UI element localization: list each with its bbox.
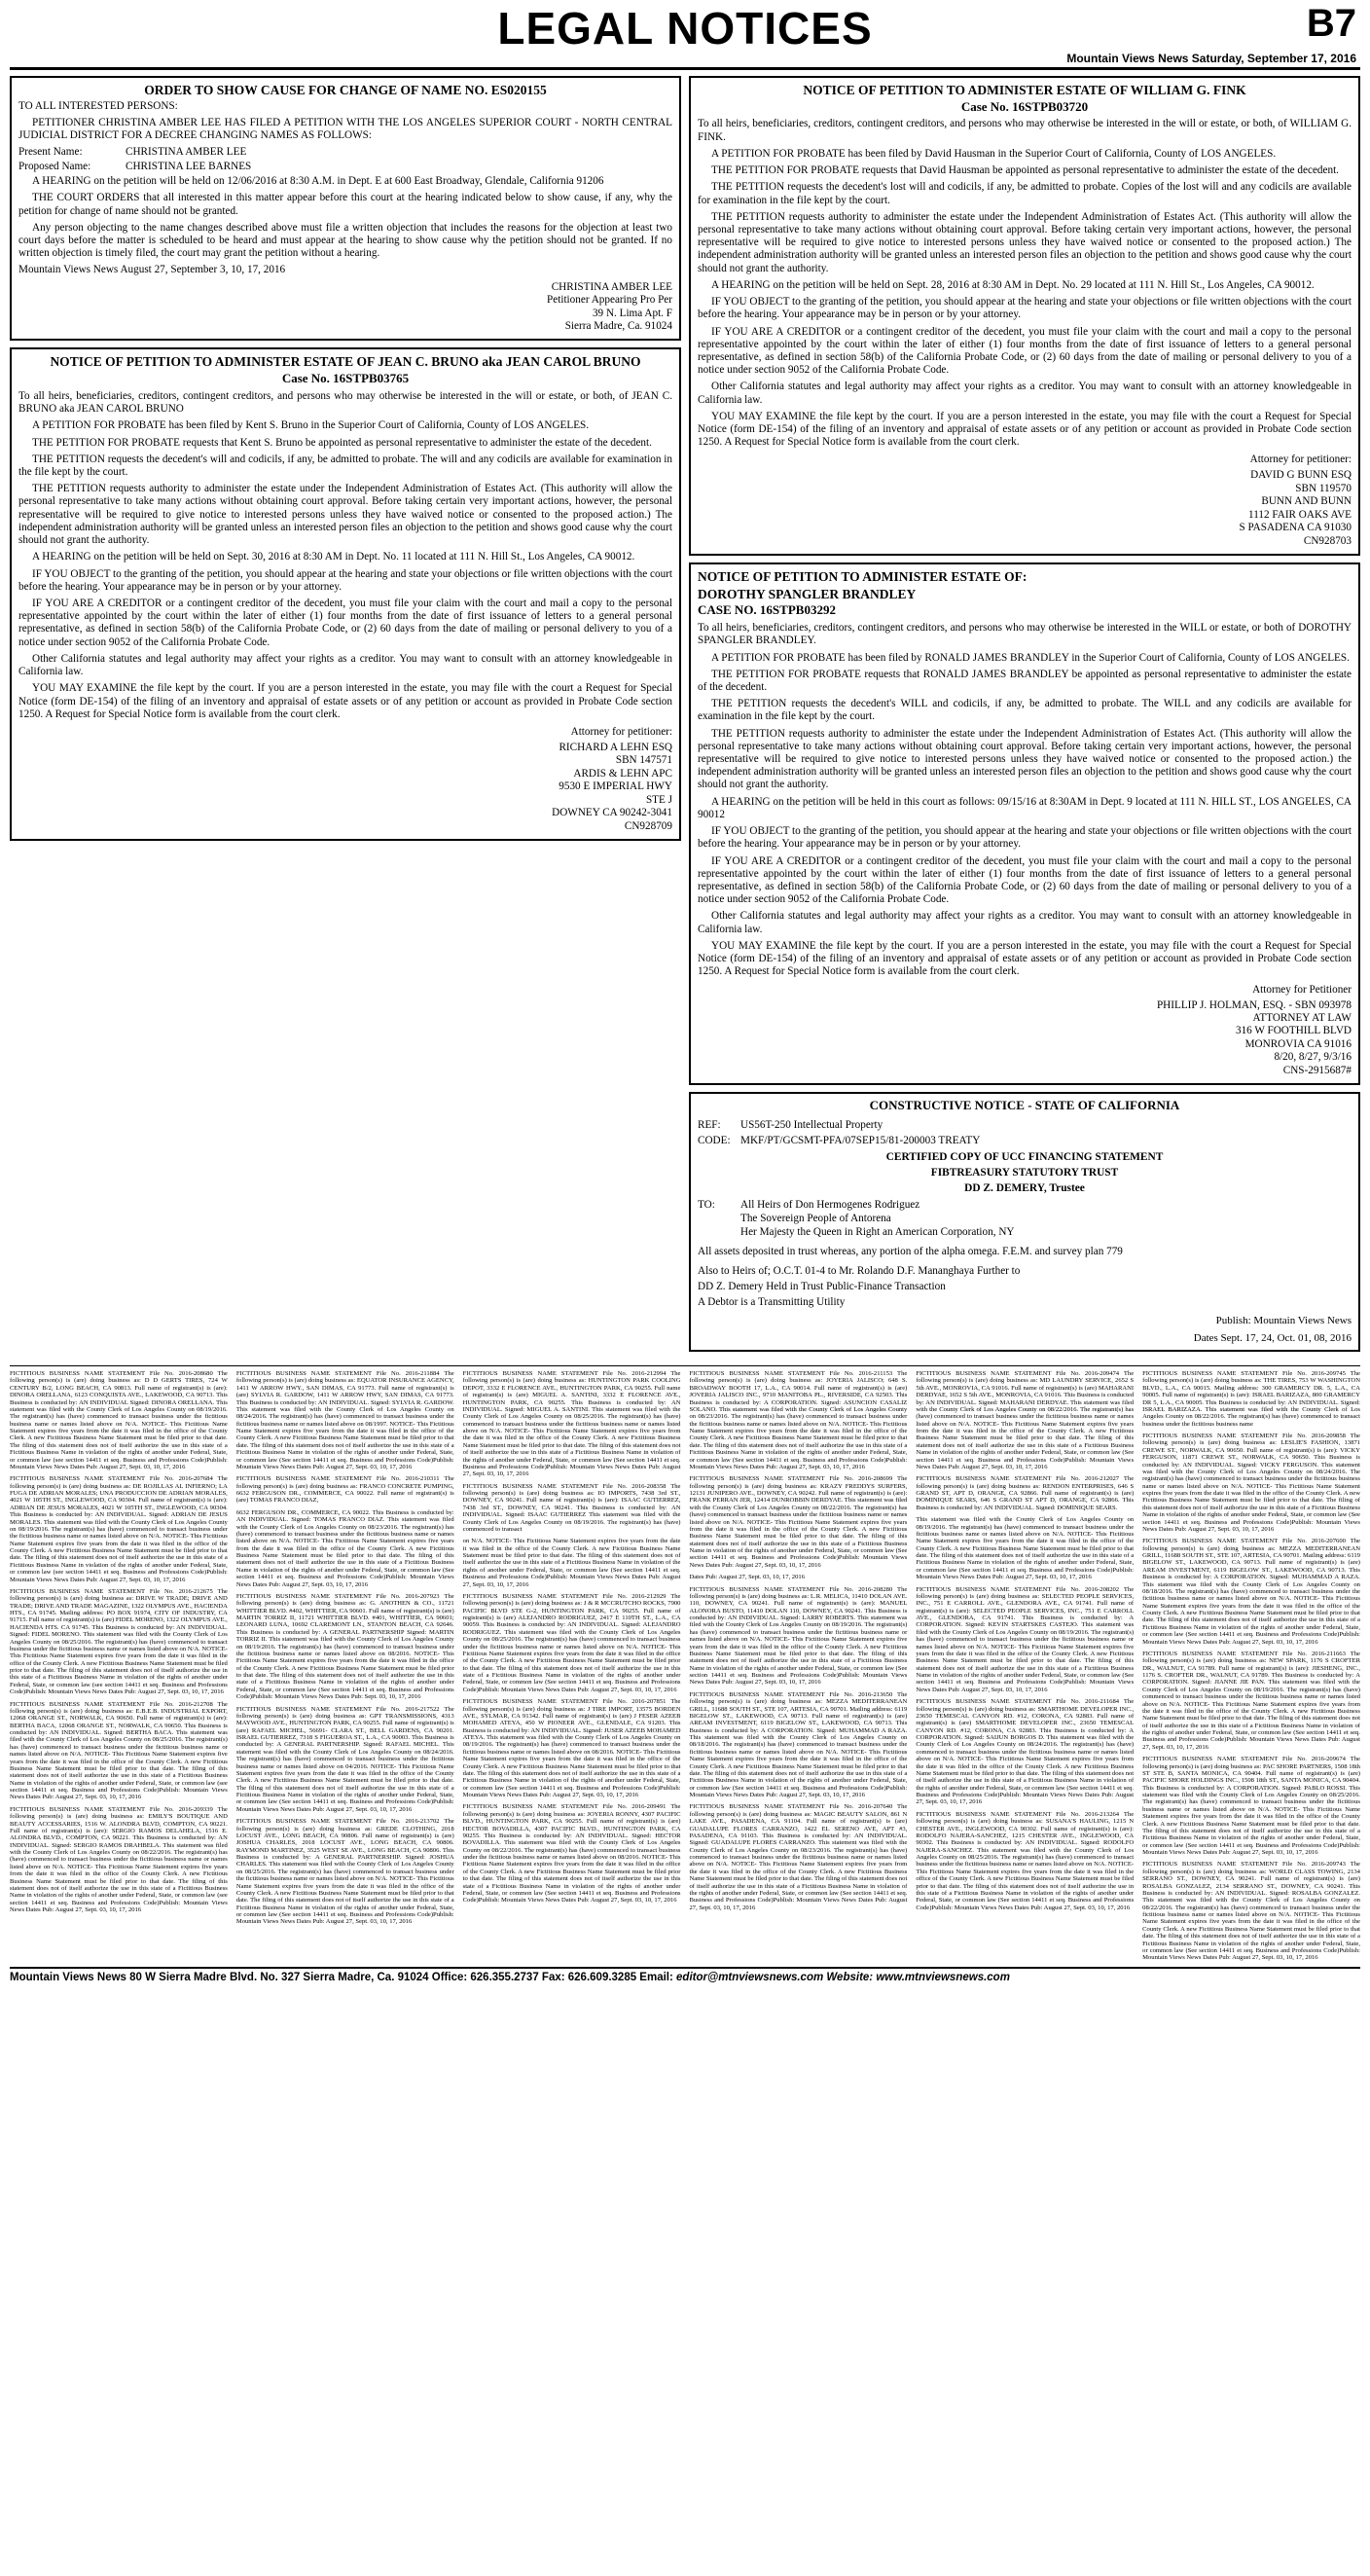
fbn-file-header: FICTITIOUS BUSINESS NAME STATEMENT File No. 2016-207640 <box>689 1803 898 1811</box>
fbn-text: The following person(s) is (are) doing business as: G. ANOTHEN & CO., 11721 WHITTIER BLVD. #402, WHITTIER, CA 90601. Full name of registrant(s) is (are) MARTIN TORRIZ II, 11721 WHITTIER BLVD. #401, WHITTIER, CA 90601; LEONARD LUNA, 10692 CLAREMONT LN., STANTON BEACH, CA 92646. This Business is conducted by: A GENERAL PARTNERSHIP Signed: MARTIN TORRIZ II. This statement was filed with the County Clerk of Los Angeles County on 08/19/2016. The registrant(s) has (have) commenced to transact business under the fictitious business name or names listed above on 08/2016. NOTICE- This Fictitious Name Statement expires five years from the date it was filed in the office of the County Clerk. A new Fictitious Business Name Statement must be filed prior to that date. The filing of this statement does not of itself authorize the use in this state of a Fictitious Business Name in violation of the rights of another under Federal, State, or common law (See section 14411 et seq. Business and Professions Code)Publish: Mountain Views News <box>235 1592 454 1701</box>
fbn-text: Dates Pub: August 27, Sept. 03, 10, 17, 2016 <box>1142 1736 1360 1751</box>
code-label: CODE: <box>698 1135 731 1147</box>
fbn-statement <box>1142 1756 1360 1856</box>
fbn-text: The following person(s) is (are) doing business as: NEW SPARK, 1176 S CROFTER DR., WALNUT, CA 91789. Full name of registrant(s) is (are): JIESHENG, INC., 1176 S. CROFTER DR., WALNUT, CA 91789. This Business is conducted by: A CORPORATION. Signed: JIANNE JIE PAN. This statement was filed with the County Clerk of Los Angeles County on 08/19/2016. The registrant(s) has (have) commenced to transact business under the fictitious business name or names listed above on N/A. NOTICE- This Fictitious Name Statement expires five years from the date it was filed in the office of the County Clerk. A new Fictitious Business Name Statement must be filed prior to that date. The filing of this statement does not of itself authorize the use in this state of a Fictitious Business Name in violation of the rights of another under Federal, State, or common law (See section 14411 et seq. Business and Professions Code)Publish: Mountain Views News <box>1142 1650 1360 1744</box>
fbn-file-header: FICTITIOUS BUSINESS NAME STATEMENT File No. 2016-211663 <box>1142 1650 1351 1657</box>
fbn-text: The following person(s) is (are) doing business as: EMILY'S BOUTIQUE AND BEAUTY ACCESSARIES, 1516 W. ALONDRA BLVD, COMPTON, CA 90221. Full name of registrant(s) is (are): SERGIO RAMOS DELAHELA, 1516 E. ALONDRA BLVD., COMPTON, CA 90221. This Business is conducted by: AN INDIVIDUAL. Signed: SERGIO RAMOS DRAHBELA. This statement was filed with the County Clerk of Los Angeles County on 08/22/2016. The registrant(s) has (have) commenced to transact business under the fictitious business name or names listed above on N/A. NOTICE- This Fictitious Name Statement expires five years from the date it was filed in the office of the County Clerk. A new Fictitious Business Name Statement must be filed prior to that date. The filing of this statement does not of itself authorize the use in this state of a Fictitious Business Name in violation of the rights of another under Federal, State, or common law (see section 14411 et seq. Business and Professions Code)Publish: Mountain Views News <box>10 1805 228 1914</box>
fbn-text: The following person(s) is (are) doing business as: PAC SHORE PARTNERS, 1508 18th ST STE B, SANTA MONICA, CA 90404. Full name of registrant(s) is (are) PACIFIC SHORE HOLDINGS INC., 1508 18th ST., SANTA MONICA, CA 90404. This Business is conducted by: A CORPORATION. Signed: PABLO ROSSI. This statement was filed with the County Clerk of Los Angeles County on 08/25/2016. The registrant(s) has (have) commenced to transact business under the fictitious business name or names listed above on N/A. NOTICE- This Fictitious Name Statement expires five years from the date it was filed in the office of the County Clerk. A new Fictitious Business Name Statement must be filed prior to that date. The filing of this statement does not of itself authorize the use in this state of a Fictitious Business Name in violation of the rights of another under Federal, State, or common law (See section 14411 et seq. Business and Professions Code)Publish: Mountain Views News <box>1142 1756 1360 1857</box>
signature-line: S PASADENA CA 91030 <box>1239 522 1352 534</box>
fbn-file-header: FICTITIOUS BUSINESS NAME STATEMENT File No. 2016-209743 <box>1142 1861 1351 1869</box>
fbn-file-header: FICTITIOUS BUSINESS NAME STATEMENT File No. 2016-208280 <box>689 1585 898 1593</box>
signature-line: CN928709 <box>624 819 672 832</box>
fbn-text: Dates Pub: August 27, Sept. 03, 10, 17, 2016 <box>523 1792 639 1799</box>
attorney-label: Attorney for Petitioner <box>1252 983 1352 996</box>
fbn-file-header: FICTITIOUS BUSINESS NAME STATEMENT File No. 2016-209745 <box>1142 1370 1351 1378</box>
fbn-statement <box>463 1538 681 1588</box>
notice-paragraph: A HEARING on the petition will be held on Sept. 28, 2016 at 8:30 AM in Dept. No. 29 located at 111 N. Hill St., Los Angeles, CA 90012. <box>711 278 1315 291</box>
signature-line: SBN 147571 <box>615 754 672 767</box>
fbn-file-header: Dates Pub: August 27, Sept. 03, 10, 17, 2016 <box>689 1574 805 1581</box>
notice-paragraph: To all heirs, beneficiaries, creditors, contingent creditors, and persons who may otherwise be interested in the will or estate, or both, of JEAN C. BRUNO aka JEAN CAROL BRUNO <box>18 389 672 416</box>
fbn-text: Dates Pub: August 27, Sept. 03, 10, 17, 2016 <box>916 1792 1135 1806</box>
signature-line: CN928703 <box>1303 534 1352 547</box>
page-title: LEGAL NOTICES <box>497 3 873 54</box>
fbn-text: The following person(s) is (are) doing business as: DRIVE W TRADE; DRIVE AND TRADE; DRIVE AND TRADE MAGAZINE, 1322 OLYMPUS AVE., HACIENDA HTS., CA 91745. Mailing address: PO BOX 91974, CITY OF INDUSTRY, CA 91715. Full name of registrant(s) is (are) FIDEL MORENO, 1322 OLYMPUS AVE., HACIENDA HTS. CA 91745. This Business is conducted by: AN INDIVIDUAL. Signed: FIDEL MORENO. This statement was filed with the County Clerk of Los Angeles County on 08/25/2016. The registrant(s) has (have) commenced to transact business under the fictitious business name or names listed above on N/A. NOTICE- This Fictitious Name Statement expires five years from the date it was filed in the office of the County Clerk. A new Fictitious Business Name Statement must be filed prior to that date. The filing of this statement does not of itself authorize the use in this state of a Fictitious Business Name in violation of the rights of another under Federal, State, or common law (see section 14411 et seq. Business and Professions Code)Publish: Mountain Views News <box>10 1587 228 1696</box>
fbn-text: The following person(s) is (are) doing business as: JOYERIA RONNY, 4307 PACIFIC BLVD., HUNTINGTON PARK, CA 90255. Full name of registrant(s) is (are) HECTOR BOVADILLA, 4307 PACIFIC BLVD., HUNTINGTON PARK, CA 90255. This Business is conducted by: AN INDIVIDUAL. Signed: HECTOR BOVADILLA. This statement was filed with the County Clerk of Los Angeles County on 08/22/2016. The registrant(s) has (have) commenced to transact business under the fictitious business name or names listed above on 08/2016. NOTICE- This Fictitious Name Statement expires five years from the date it was filed in the office of the County Clerk. A new Fictitious Business Name Statement must be filed prior to that date. The filing of this statement does not of itself authorize the use in this state of a Fictitious Business Name in violation of the rights of another under Federal, State, or common law (See section 14411 et seq. Business and Professions Code)Publish: Mountain Views News <box>462 1803 681 1905</box>
fbn-text: The following person(s) is (are) doing business as: HUNTINGTON PARK COOLING DEPOT, 3332 E FLORENCE AVE., HUNTINGTON PARK, CA 90255. Full name of registrant(s) is (are) MIGUEL A. SANTINI, 3332 E FLORENCE AVE., HUNTINGTON PARK, CA 90255. This Business is conducted by: AN INDIVIDUAL. Signed: MIGUEL A. SANTINI. This statement was filed with the County Clerk of Los Angeles County on 08/25/2016. The registrant(s) has (have) commenced to transact business under the fictitious business name or names listed above on N/A. NOTICE- This Fictitious Name Statement expires five years from the date it was filed in the office of the County Clerk. A new Fictitious Business Name Statement must be filed prior to that date. The filing of this statement does not of itself authorize the use in this state of a Fictitious Business Name in violation of the rights of another under Federal, State, or common law (See section 14411 et seq. Business and Professions Code)Publish: Mountain Views News <box>462 1370 681 1470</box>
fbn-file-header: FICTITIOUS BUSINESS NAME STATEMENT File No. 2016-211153 <box>689 1370 898 1378</box>
signature-line: STE J <box>645 793 672 806</box>
signature-line: ATTORNEY AT LAW <box>1252 1011 1352 1024</box>
notices-left-column <box>10 76 681 1359</box>
fbn-text: Dates Pub: August 27, Sept. 03, 10, 17, 2016 <box>1203 1638 1318 1646</box>
to-line: The Sovereign People of Antorena <box>740 1213 891 1225</box>
fbn-file-header: FICTITIOUS BUSINESS NAME STATEMENT File No. 2016-213650 <box>689 1690 898 1698</box>
notice-paragraph: PETITIONER CHRISTINA AMBER LEE HAS FILED A PETITION WITH THE LOS ANGELES SUPERIOR COURT - NORTH CENTRAL JUDICIAL DISTRICT FOR A DECREE CHANGING NAMES AS FOLLOWS: <box>18 116 672 141</box>
signature-line: CNS-2915687# <box>1282 1064 1352 1076</box>
fbn-text: Dates Pub: August 27, Sept. 03, 10, 17, 2016 <box>1158 1525 1275 1533</box>
fbn-text: Dates Pub: August 27, Sept. 03, 10, 17, 2016 <box>1014 1904 1131 1911</box>
attorney-signature <box>18 742 672 833</box>
fbn-text: The following person(s) is (are) doing business as: LESLIE'S FASHION, 13871 CREWE ST., NORWALK, CA 90650. Full name of registrant(s) is (are): VICKY FERGUSON, 11871 CREWE ST., NORWALK, CA 90650. This Business is conducted by: AN INDIVIDUAL. Signed: VICKY FERGUSON. This statement was filed with the County Clerk of Los Angeles County on 08/24/2016. The registrant(s) has (have) commenced to transact business under the fictitious business name or names listed above on N/A. NOTICE- This Fictitious Name Statement expires five years from the date it was filed in the office of the County Clerk. A new Fictitious Business Name Statement must be filed prior to that date. The filing of this statement does not of itself authorize the use in this state of a Fictitious Business Name in violation of the rights of another under Federal, State, or common law (See section 14411 et seq. Business and Professions Code)Publish: Mountain Views News <box>1142 1433 1360 1533</box>
notice-heading-name: DOROTHY SPANGLER BRANDLEY <box>698 586 917 601</box>
notice-paragraph: THE PETITION FOR PROBATE requests that Kent S. Bruno be appointed as personal representative to administer the estate of the decedent. <box>32 436 652 449</box>
notice-estate-fink <box>689 76 1360 556</box>
fbn-statement <box>916 1698 1134 1806</box>
fbn-statement <box>463 1370 681 1478</box>
signature-line: 8/20, 8/27, 9/3/16 <box>1274 1051 1352 1064</box>
fbn-file-header: FICTITIOUS BUSINESS NAME STATEMENT File No. 2016-207684 <box>10 1475 218 1483</box>
fbn-statement <box>1142 1433 1360 1533</box>
signature-line: 39 N. Lima Apt. F <box>592 307 672 319</box>
fbn-file-header: FICTITIOUS BUSINESS NAME STATEMENT File No. 2016-211684 <box>916 1698 1124 1706</box>
fbn-file-header: FICTITIOUS BUSINESS NAME STATEMENT File No. 2016-208680 <box>10 1370 218 1378</box>
proposed-name-value: CHRISTINA LEE BARNES <box>126 161 252 173</box>
signature-line: PHILLIP J. HOLMAN, ESQ. - SBN 093978 <box>1156 998 1352 1011</box>
proposed-name-label: Proposed Name: <box>18 161 91 173</box>
fbn-statement <box>10 1701 228 1801</box>
notice-paragraph: THE PETITION FOR PROBATE requests that RONALD JAMES BRANDLEY be appointed as personal representative to administer the estate of the decedent. <box>698 668 1352 693</box>
fbn-text: Dates Pub: August 27, Sept. 03, 10, 17, 2016 <box>462 1574 681 1588</box>
notice-paragraph: YOU MAY EXAMINE the file kept by the court. If you are a person interested in the estate, you may file with the court a Request for Special Notice (form DE-154) of the filing of an inventory and appraisal of estate assets or of any petition or account as provided in Probate Code section 1250. A Request for Special Notice form is available from the court clerk. <box>698 410 1352 449</box>
fbn-text: Dates Pub: August 27, Sept. 03, 10, 17, 2016 <box>705 1679 821 1687</box>
fbn-text: Dates Pub: August 27, Sept. 03, 10, 17, 2016 <box>749 1792 865 1799</box>
notice-paragraph: Any person objecting to the name changes described above must file a written objection that includes the reasons for the objection at least two court days before the matter is scheduled to be heard and must appear at the hearing to show cause why the petition should not be granted. If no written objection is timely filed, the court may grant the petition without a hearing. <box>18 221 672 260</box>
notices-right-column <box>689 76 1360 1359</box>
fbn-file-header: FICTITIOUS BUSINESS NAME STATEMENT File No. 2016-209674 <box>1142 1756 1351 1763</box>
body-line: All assets deposited in trust whereas, any portion of the alpha omega. F.E.M. and survey plan 779 <box>698 1246 1123 1258</box>
signature-line: RICHARD A LEHN ESQ <box>559 741 672 753</box>
fbn-text: Dates Pub: August 27, Sept. 03, 10, 17, 2016 <box>1203 1954 1318 1962</box>
fbn-statement <box>10 1588 228 1696</box>
fbn-statement <box>236 1509 454 1588</box>
fbn-text: Dates Pub: August 27, Sept. 03, 10, 17, 2016 <box>25 1794 142 1801</box>
notice-heading: ORDER TO SHOW CAUSE FOR CHANGE OF NAME NO. ES020155 <box>144 83 547 97</box>
notice-heading: CONSTRUCTIVE NOTICE - STATE OF CALIFORNIA <box>869 1098 1180 1113</box>
fbn-text: Dates Pub: August 27, Sept. 03, 10, 17, 2016 <box>1203 1849 1318 1857</box>
notice-paragraph: THE PETITION FOR PROBATE requests that David Hausman be appointed as personal representative to administer the estate of the decedent. <box>711 164 1339 177</box>
notice-heading: NOTICE OF PETITION TO ADMINISTER ESTATE OF JEAN C. BRUNO aka JEAN CAROL BRUNO <box>50 354 641 370</box>
fbn-file-header: FICTITIOUS BUSINESS NAME STATEMENT File No. 2016-212675 <box>10 1587 218 1595</box>
body-line: Also to Heirs of; O.C.T. 01-4 to Mr. Rolando D.F. Mananghaya Further to <box>698 1265 1021 1278</box>
fbn-file-header: This statement was filed with the County Clerk of Los Angeles County on 08/19/2016. The registrant(s) has (have) commenced to transact business under the fictitious business name or names listed above on N/A. NOTICE- This Fictitious Name Statement expires five years from the date it was filed in the office of the County Clerk. A new Fictitious Business Name Statement must be filed prior to that date. The filing of this statement does not of itself authorize the use in this state of a Fictitious Business Name in violation of the rights of another under Federal, State, or common law (See section 14411 et seq. Business and Professions Code)Publish: Mountain Views News <box>916 1516 1135 1581</box>
footer-contact <box>10 1972 1010 1983</box>
fbn-file-header: FICTITIOUS BUSINESS NAME STATEMENT File No. 2016-212027 <box>916 1475 1124 1483</box>
fbn-text: Dates Pub: August 27, Sept. 03, 10, 17, 2016 <box>705 1561 821 1569</box>
fbn-file-header: FICTITIOUS BUSINESS NAME STATEMENT File No. 2016-209339 <box>10 1805 218 1813</box>
fbn-statement <box>1142 1861 1360 1961</box>
ref-value: US56T-250 Intellectual Property <box>740 1119 883 1132</box>
notice-order-to-show-cause <box>10 76 681 341</box>
fbn-text: Dates Pub: August 27, Sept. 03, 10, 17, 2016 <box>108 1688 224 1696</box>
fbn-statement <box>916 1586 1134 1694</box>
page-number: B7 <box>1306 2 1356 45</box>
footer-website[interactable]: Website: www.mtnviewsnews.com <box>826 1971 1010 1983</box>
notice-paragraph: A PETITION FOR PROBATE has been filed by RONALD JAMES BRANDLEY in the Superior Court of California, County of LOS ANGELES. <box>711 651 1350 664</box>
fbn-statement <box>10 1806 228 1914</box>
fbn-text: Dates Pub: August 27, Sept. 03, 10, 17, 2016 <box>749 1463 865 1470</box>
fbn-statement <box>10 1370 228 1470</box>
notice-paragraph: THE PETITION requests authority to administer the estate under the Independent Administration of Estates Act. (This authority will allow the personal representative to take many actions without obtaining court approval. Before taking certain very important actions, however, the personal representative will be required to give notice to interested persons unless they have waived notice or consented to the proposed action.) The independent administration authority will be granted unless an interested person files an objection to the petition and shows good cause why the court should not grant the authority. <box>18 483 672 547</box>
fbn-file-header: 6632 FERGUSON DR., COMMERCE, CA 90022. This Business is conducted by: AN INDIVIDUAL. Signed: TOMAS FRANCO DIAZ. This statement was filed with the County Clerk of Los Angeles County on 08/23/2016. The registrant(s) has (have) commenced to transact business under the fictitious business name or names listed above on N/A. NOTICE- This Fictitious Name Statement expires five years from the date it was filed in the office of the County Clerk. A new Fictitious Business Name Statement must be filed prior to that date. The filing of this statement does not of itself authorize the use in this state of a Fictitious Business Name in violation of the rights of another under Federal, State, or common law (See section 14411 et seq. Business and Professions Code)Publish: Mountain Views News <box>235 1508 454 1588</box>
page-footer <box>10 1967 1360 1983</box>
publish-line: Publish: Mountain Views News <box>1215 1315 1352 1327</box>
signature-line: DAVID G BUNN ESQ <box>1250 469 1352 482</box>
notice-case-number: Case No. 16STPB03720 <box>960 98 1089 114</box>
fbn-text: The following person(s) is (are) doing business as: THE TIRES, 753 W WASHINGTON BLVD., L.A., CA 90015. Mailing address: 300 GRAMERCY DR. 5, L.A., CA 90005. Full name of registrant(s) is (are): ISRAEL BARIZAZA, 800 GRAMERCY DR 5, L.A., CA 90005. This Business is conducted by: AN INDIVIDUAL. Signed: ISRAEL BARIZAZA. This statement was filed with the County Clerk of Los Angeles County on 08/22/2016. The registrant(s) has (have) commenced to transact business under the fictitious business name <box>1142 1370 1360 1428</box>
notice-paragraph: Other California statutes and legal authority may affect your rights as a creditor. You may want to consult with an attorney knowledgeable in California law. <box>698 910 1352 935</box>
notice-paragraph: YOU MAY EXAMINE the file kept by the court. If you are a person interested in the estate, you may file with the court a Request for Special Notice (form DE-154) of the filing of an inventory and appraisal of estate assets or of any petition or account as provided in Probate Code section 1250. A Request for Special Notice form is available from the court clerk. <box>698 939 1352 978</box>
signature-line: DOWNEY CA 90242-3041 <box>552 807 672 819</box>
fbn-text: The following person(s) is (are) doing business as: FRANCO CONCRETE PUMPING, 6632 FERGUSON DR., COMMERCE, CA 90022. Full name of registrant(s) is (are) TOMAS FRANCO DIAZ, <box>235 1475 454 1505</box>
fbn-statement <box>236 1593 454 1701</box>
ref-row <box>698 1118 1352 1132</box>
signature-line: Petitioner Appearing Pro Per <box>547 294 672 307</box>
fbn-text: The following person(s) is (are) doing business as: GREDE CLOTHING, 2018 LOCUST AVE., LONG BEACH, CA 90806. Full name of registrant(s) is (are) JOSHUA CHARLES, 2018 LOCUST AVE., LONG BEACH, CA 90806. RAYMOND MARTINEZ, 3525 WEST SE AVE., LONG BEACH, CA 90806. This Business is conducted by: A GENERAL PARTNERSHIP. Signed: JOSHUA CHARLES. This statement was filed with the County Clerk of Los Angeles County on 08/25/2016. The registrant(s) has (have) commenced to transact business under the fictitious business name or names listed above on N/A. NOTICE- This Fictitious Name Statement expires five years from the date it was filed in the office of the County Clerk. A new Fictitious Business Name Statement must be filed prior to that date. The filing of this statement does not of itself authorize the use in this state of a Fictitious Business Name in violation of the rights of another under Federal, State, or common law (See section 14411 et seq. Business and Professions Code)Publish: Mountain Views News <box>235 1818 454 1926</box>
fbn-text: The following person(s) is (are) doing business as: SELECTED PEOPLE SERVICES, INC., 751 E CARROLL AVE., GLENDORA AVE., CA 91741. Full name of registrant(s) is (are): SELECTED PEOPLE SERVICES, INC., 751 E CARROLL AVE., GLENDORA, CA 91741. This Business is conducted by: A CORPORATION. Signed: KEVIN STARTSKES CASTEJO. This statement was filed with the County Clerk of Los Angeles County on 08/19/2016. The registrant(s) has (have) commenced to transact business under the fictitious business name or names listed above on N/A. NOTICE- This Fictitious Name Statement expires five years from the date it was filed in the office of the County Clerk. A new Fictitious Business Name Statement must be filed prior to that date. The filing of this statement does not of itself authorize the use in this state of a Fictitious Business Name in violation of the rights of another under Federal, State, or common law (See section 14411 et seq. Business and Professions Code)Publish: Mountain Views News <box>916 1585 1135 1693</box>
notices-area <box>10 76 1360 1359</box>
fbn-text: The following person(s) is (are) doing business as: GPT TRANSMISSIONS, 4313 MAYWOOD AVE., HUNTINGTON PARK, CA 90255. Full name of registrant(s) is (are) RAFAEL MICHEL, 56691- CLARA ST., BELL GARDENS, CA 90201. ISRAEL GUTIERREZ, 7318 S FIGUEROA ST., L.A., CA 90003. This Business is conducted by: A GENERAL PARTNERSHIP. Signed: RAFAEL MICHEL. This statement was filed with the County Clerk of Los Angeles County on 08/24/2016. The registrant(s) has (have) commenced to transact business under the fictitious business name or names listed above on 04/2016. NOTICE- This Fictitious Name Statement expires five years from the date it was filed in the office of the County Clerk. A new Fictitious Business Name Statement must be filed prior to that date. The filing of this statement does not of itself authorize the use in this state of a Fictitious Business Name in violation of the rights of another under Federal, State, or common law (See section 14411 et seq. Business and Professions Code)Publish: Mountain Views News <box>235 1705 454 1813</box>
ucc-statement-line: CERTIFIED COPY OF UCC FINANCING STATEMENT <box>885 1151 1164 1164</box>
fbn-text: Dates Pub: August 27, Sept. 03, 10, 17, 2016 <box>931 1686 1048 1693</box>
fbn-text: The following person(s) is (are) doing business as: J & R MCCRUTCHO ROCKS, 7900 PACIFIC BLVD STE G-2, HUNTINGTON PARK, CA 90255. Full name of registrant(s) is (are) ALEJANDRO RODRIGUEZ, 2417 E 110TH ST., L.A., CA 90059. This Business is conducted by: AN INDIVIDUAL. Signed: ALEJANDRO RODRIGUEZ. This statement was filed with the County Clerk of Los Angeles County on 08/25/2016. The registrant(s) has (have) commenced to transact business under the fictitious business name or names listed above on N/A. NOTICE- This Fictitious Name Statement expires five years from the date it was filed in the office of the County Clerk. A new Fictitious Business Name Statement must be filed prior to that date. The filing of this statement does not of itself authorize the use in this state of a Fictitious Business Name in violation of the rights of another under Federal, State, or common law (See section 14411 et seq. Business and Professions Code)Publish: Mountain Views News <box>462 1592 681 1693</box>
notice-paragraph: A HEARING on the petition will be held on Sept. 30, 2016 at 8:30 AM in Dept. No. 11 located at 111 N. Hill St., Los Angeles, CA 90012. <box>32 551 635 563</box>
to-line: Her Majesty the Queen in Right an American Corporation, NY <box>740 1226 1015 1239</box>
fbn-file-header: FICTITIOUS BUSINESS NAME STATEMENT File No. 2016-208358 <box>462 1482 671 1490</box>
notice-paragraph: To all heirs, beneficiaries, creditors, contingent creditors, and persons who may otherwise be interested in the will or estate, or both, of WILLIAM G. FINK. <box>698 118 1352 143</box>
fbn-text: The following person(s) is (are) doing business as: D D GERTS TIRES, 724 W CENTURY B/2, LONG BEACH, CA 90813. Full name of registrant(s) is (are): DINORA ORELLANA, 6123 CONQUISTA AVE., LAKEWOOD, CA 90713. This Business is conducted by: AN INDIVIDUAL Signed: DINORA ORELLANA. This statement was filed with the County Clerk of Los Angeles County on 08/19/2016. The registrant(s) has (have) commenced to transact business under the fictitious business name or names listed above on N/A. NOTICE- This Fictitious Name Statement expires five years from the date it was filed in the office of the County Clerk. A new Fictitious Business Name Statement must be filed prior to that date. The filing of this statement does not of itself authorize the use in this state of a Fictitious Business Name in violation of the rights of another under Federal, State, or common law (see section 14411 et seq. Business and Professions Code)Publish: Mountain Views News <box>10 1370 228 1470</box>
fbn-statement <box>916 1811 1134 1911</box>
fbn-text: The following person(s) is (are) doing business as: IO IMPORTS, 7438 3rd ST., DOWNEY, CA 90241. Full name of registrant(s) is (are): ISAAC GUTIERREZ, 7438 3rd ST., DOWNEY, CA 90241. This Business is conducted by: AN INDIVIDUAL. Signed: ISAAC GUTIERREZ This statement was filed with the County Clerk of Los Angeles County on 08/19/2016. The registrant(s) has (have) commenced to transact <box>462 1482 681 1533</box>
fbn-statement <box>463 1483 681 1534</box>
notice-heading: NOTICE OF PETITION TO ADMINISTER ESTATE OF: <box>698 569 1028 585</box>
notice-estate-bruno <box>10 347 681 841</box>
notice-paragraph: IF YOU OBJECT to the granting of the petition, you should appear at the hearing and state your objections or file written objections with the court before the hearing. Your appearance may be in person or by your attorney. <box>698 296 1352 321</box>
fbn-text: The following person(s) is (are) doing business as: KRAZY FREDDYS SURFERS, 12131 JUNIPERO AVE., DOWNEY, CA 90242. Full name of registrant(s) is (are): FRANK PERRAN JER, 12414 DUNROBBIN DERDYAE. This statement was filed with the County Clerk of Los Angeles County on 08/22/2016. The registrant(s) has (have) commenced to transact business under the fictitious business name or names listed above on N/A. NOTICE- This Fictitious Name Statement expires five years from the date it was filed in the office of the County Clerk. A new Fictitious Business Name Statement must be filed prior to that date. The filing of this statement does not of itself authorize the use in this state of a Fictitious Business Name in violation of the rights of another under Federal, State, or common law (See section 14411 et seq. Business and Professions Code)Publish: Mountain Views News <box>689 1475 908 1569</box>
publish-dates: Dates Sept. 17, 24, Oct. 01, 08, 2016 <box>1193 1332 1352 1345</box>
fbn-statement <box>236 1475 454 1505</box>
fbn-file-header: FICTITIOUS BUSINESS NAME STATEMENT File No. 2016-207600 <box>1142 1538 1351 1545</box>
fbn-file-header: FICTITIOUS BUSINESS NAME STATEMENT File No. 2016-209858 <box>1142 1433 1351 1440</box>
fbn-statement <box>916 1475 1134 1511</box>
fbn-statement <box>236 1818 454 1926</box>
fbn-statement <box>463 1593 681 1693</box>
signature-line: Sierra Madre, Ca. 91024 <box>564 320 672 333</box>
notice-paragraph: THE COURT ORDERS that all interested in this matter appear before this court at the hearing indicated below to show cause, if any, why the petition for change of name should not be granted. <box>18 192 672 217</box>
ref-label: REF: <box>698 1119 721 1132</box>
notice-paragraph: Other California statutes and legal authority may affect your rights as a creditor. You may want to consult with an attorney knowledgeable in California law. <box>18 652 672 678</box>
notice-case-number: CASE NO. 16STPB03292 <box>698 602 836 618</box>
notice-paragraph: To all heirs, beneficiaries, creditors, contingent creditors, and persons who may otherwise be interested in the WILL or estate, or both of DOROTHY SPANGLER BRANDLEY. <box>698 622 1352 647</box>
notice-paragraph: A PETITION FOR PROBATE has been filed by Kent S. Bruno in the Superior Court of California, County of LOS ANGELES. <box>32 419 590 432</box>
fbn-statement <box>236 1706 454 1814</box>
code-value: MKF/PT/GCSMT-PFA/07SEP15/81-200003 TREATY <box>740 1135 981 1147</box>
fbn-file-header: on N/A. NOTICE- This Fictitious Name Statement expires five years from the date it was filed in the office of the County Clerk. A new Fictitious Business Name Statement must be filed prior to that date. The filing of this statement does not of itself authorize the use in this state of a Fictitious Business Name in violation of the rights of another under Federal, State, or common law (See section 14411 et seq. Business and Professions Code)Publish: Mountain Views News <box>462 1538 681 1581</box>
notice-paragraph: IF YOU ARE A CREDITOR or a contingent creditor of the decedent, you must file your claim with the court and mail a copy to the personal representative appointed by the court within the later of either (1) four months from the date of first issuance of letters to a general personal representative, as defined in section 58(b) of the California Probate Code, or (2) 60 days from the date of mailing or personal delivery to you of a notice under section 9052 of the California Probate Code. <box>698 854 1352 906</box>
attorney-signature <box>698 999 1352 1078</box>
body-line: DD Z. Demery Held in Trust Public-Finance Transaction <box>698 1281 946 1293</box>
fbn-text: Dates Pub: August 27, Sept. 03, 10, 17, 2016 <box>69 1576 186 1583</box>
fbn-statement <box>689 1691 907 1799</box>
signature-line: CHRISTINA AMBER LEE <box>551 280 672 293</box>
notice-paragraph: A PETITION FOR PROBATE has been filed by David Hausman in the Superior Court of California, County of LOS ANGELES. <box>711 147 1277 160</box>
fbn-text: Dates Pub: Sept. 03, 10, 17, 2016 <box>335 1693 421 1701</box>
signature-line: SBN 119570 <box>1295 482 1352 494</box>
signature-line: 9530 E IMPERIAL HWY <box>559 780 672 793</box>
fbn-statement <box>689 1586 907 1687</box>
fbn-file-header: FICTITIOUS BUSINESS NAME STATEMENT File No. 2016-212929 <box>462 1592 671 1600</box>
notice-paragraph: A HEARING on the petition will be held on 12/06/2016 at 8:30 A.M. in Dept. E at 600 East Broadway, Glendale, California 91206 <box>32 175 604 188</box>
fbn-text: The following person(s) is (are) doing business as: SUSANA'S HAULING, 1215 N CHESTER AVE., INGLEWOOD, CA 90302. Full name of registrant(s) is (are): RODOLFO NAJERA-SANCHEZ, 1215 CHESTER AVE., INGLEWOOD, CA 90302. This Business is conducted by: AN INDIVIDUAL. Signed: RODOLFO NAJERA-SANCHEZ. This statement was filed with the County Clerk of Los Angeles County on 08/25/2016. The registrant(s) has (have) commenced to transact business under the fictitious business name or names listed above on N/A. NOTICE- This Fictitious Name Statement expires five years from the date it was filed in the office of the County Clerk. A new Fictitious Business Name Statement must be filed prior to that date. The filing of this statement does not of itself authorize the use in this state of a Fictitious Business Name in violation of the rights of another under Federal, State, or common law (See section 14411 et seq. Business and Professions Code)Publish: Mountain Views News <box>916 1810 1135 1911</box>
fbn-statement <box>689 1475 907 1569</box>
masthead <box>10 2 1360 70</box>
trustee-line: DD Z. DEMERY, Trustee <box>964 1182 1085 1195</box>
notice-paragraph: THE PETITION requests the decedent's lost will and codicils, if any, be admitted to probate. Copies of the lost will and any codicils are available for examination in the file kept by the court. <box>698 181 1352 206</box>
signature-line: ARDIS & LEHN APC <box>573 767 672 780</box>
petitioner-signature <box>18 281 672 334</box>
fbn-statement <box>1142 1651 1360 1751</box>
attorney-signature <box>698 469 1352 548</box>
fbn-text: The following person(s) is (are) doing business as: EQUATOR INSURANCE AGENCY, 1411 W ARROW HWY., SAN DIMAS, CA 91773. Full name of registrant(s) is (are) SYLVIA R. GARDOW, 1411 W ARROW HWY, SAN DIMAS, CA 91773. This Business is conducted by: AN INDIVIDUAL. Signed: SYLVIA R. GARDOW. This statement was filed with the County Clerk of Los Angeles County on 08/24/2016. The registrant(s) has (have) commenced to transact business under the fictitious business name or names listed above on 08/1997. NOTICE- This Fictitious Name Statement expires five years from the date it was filed in the office of the County Clerk. A new Fictitious Business Name Statement must be filed prior to that date. The filing of this statement does not of itself authorize the use in this state of a Fictitious Business Name in violation of the rights of another under Federal, State, or common law (See section 14411 et seq. Business and Professions Code)Publish: Mountain Views News <box>235 1370 454 1470</box>
notice-case-number: Case No. 16STPB03765 <box>281 370 410 385</box>
fbn-text: The following person(s) is (are) doing business as: MEZZA MEDITERRANEAN GRILL, 11688 SOUTH ST., STE 107, ARTESIA, CA 90701. Mailing address: 6119 BIGELOW ST., LAKEWOOD, CA 90713. Full name of registrant(s) is (are) AREAM INVESTMENT, 6119 BIGELOW ST., LAKEWOOD, CA 90713. This Business is conducted by: A CORPORATION. Signed: MUHAMMAD A RAZA. This statement was filed with the County Clerk of Los Angeles County on 08/18/2016. The registrant(s) has (have) commenced to transact business under the fictitious business name or names listed above on N/A. NOTICE- This Fictitious Name Statement expires five years from the date it was filed in the office of the County Clerk. A new Fictitious Business Name Statement must be filed prior to that date. The filing of this statement does not of itself authorize the use in this state of a Fictitious Business Name in violation of the rights of another under Federal, State, or common law (See section 14411 et seq. Business and Professions Code)Publish: Mountain Views News <box>1142 1538 1360 1646</box>
notice-paragraph: THE PETITION requests the decedent's WILL and codicils, if any, be admitted to probate. The WILL and any codicils are available for examination in the file kept by the court. <box>698 698 1352 723</box>
notice-lead: TO ALL INTERESTED PERSONS: <box>18 99 178 112</box>
notice-paragraph: THE PETITION requests authority to administer the estate under the Independent Administration of Estates Act. (This authority will allow the personal representative to take many actions without obtaining court approval. Before taking certain very important actions, however, the personal representative will be required to give notice to interested persons unless they have waived notice or consented to the proposed action.) the independent administration authority will be granted unless an interested person files an objection to the petition and shows good cause why the court should not grant the authority. <box>698 727 1352 791</box>
fbn-file-header: FICTITIOUS BUSINESS NAME STATEMENT File No. 2016-213702 <box>235 1818 445 1826</box>
fbn-statement <box>689 1370 907 1470</box>
publication-dates: Mountain Views News August 27, September 3, 10, 17, 2016 <box>18 264 286 276</box>
present-name-label: Present Name: <box>18 146 83 159</box>
fbn-statement <box>916 1370 1134 1470</box>
to-line: All Heirs of Don Hermogenes Rodriguez <box>740 1199 920 1212</box>
fbn-text: Dates Pub: August 27, Sept. 03, 10, 17, 2016 <box>296 1463 413 1470</box>
fbn-file-header: FICTITIOUS BUSINESS NAME STATEMENT File No. 2016-211884 <box>235 1370 445 1378</box>
fictitious-business-name-section <box>10 1365 1360 1962</box>
masthead-subtitle: Mountain Views News Saturday, September 17, 2016 <box>1066 52 1356 65</box>
fbn-columns <box>10 1370 1360 1962</box>
fbn-text: Dates Pub: August 27, Sept. 03, 10, 17, 2016 <box>931 1463 1048 1470</box>
notice-paragraph: IF YOU OBJECT to the granting of the petition, you should appear at the hearing and state your objections or file written objections with the court before the hearing. Your appearance may be in person or by your attorney. <box>698 825 1352 851</box>
fbn-text: The following person(s) is (are) doing business as: SMARTHOME DEVELOPER INC., 23650 TEMESCAL CANYON RD. #12, CORONA, CA 92883. Full name of registrant(s) is (are) SMARTHOME DEVELOPER INC., 23650 TEMESCAL CANYON RD. #12, CORONA, CA 92883. This Business is conducted by: A CORPORATION. Signed: SAIJUN BORGOS D. This statement was filed with the County Clerk of Los Angeles County on 08/24/2016. The registrant(s) has (have) commenced to transact business under the fictitious business name or names listed above on N/A. NOTICE- This Fictitious Name Statement expires five years from the date it was filed in the office of the County Clerk. A new Fictitious Business Name Statement must be filed prior to that date. The filing of this statement does not of itself authorize the use in this state of a Fictitious Business Name in violation of the rights of another under Federal, State, or common law (See section 14411 et seq. Business and Professions Code)Publish: Mountain Views News <box>916 1698 1135 1799</box>
fbn-file-header: FICTITIOUS BUSINESS NAME STATEMENT File No. 2016-212994 <box>462 1370 671 1378</box>
notice-paragraph: Other California statutes and legal authority may affect your rights as a creditor. You may want to consult with an attorney knowledgeable in California law. <box>698 381 1352 406</box>
fbn-text: Dates Pub: August 27, Sept. 03, 10, 17, 2016 <box>296 1918 413 1926</box>
fbn-file-header: FICTITIOUS BUSINESS NAME STATEMENT File No. 2016-217522 <box>235 1705 445 1713</box>
fbn-text: Dates Pub: August 27, Sept. 03, 10, 17, 2016 <box>560 1897 677 1905</box>
fbn-text: The following person(s) is (are) doing business as: RENDON ENTERPRISES, 646 S GRAND ST, APT D, ORANGE, CA 92866. Full name of registrant(s) is (are) DOMINIQUE SEARS, 646 S GRAND ST APT D, ORANGE, CA 92866. This Business is conducted by: AN INDIVIDUAL. Signed: DOMINIQUE SEARS. <box>916 1475 1135 1511</box>
fbn-statement <box>236 1370 454 1470</box>
fbn-statement <box>463 1698 681 1798</box>
fbn-file-header: FICTITIOUS BUSINESS NAME STATEMENT File No. 2016-213264 <box>916 1810 1124 1818</box>
fbn-text: The following person(s) is (are) doing business as: JOYERIA JALISCO; 648 S. BROADWAY BOOTH 17, L.A., CA 90014. Full name of registrant(s) is (are) JOVERIA JALISCO INC., 9710 MANITOBA PL., RIVERSIDE, CA 92503. This Business is conducted by: A CORPORATION. Signed: ASUNCION CASALIZ SOLANO. This statement was filed with the County Clerk of Los Angeles County on 08/23/2016. The registrant(s) has (have) commenced to transact business under the fictitious business name or names listed above on N/A. NOTICE- This Fictitious Name Statement expires five years from the date it was filed in the office of the County Clerk. A new Fictitious Business Name Statement must be filed prior to that date. The filing of this statement does not of itself authorize the use in this state of a Fictitious Business Name in violation of the rights of another under Federal, State, or common law (See section 14411 et seq. Business and Professions Code)Publish: Mountain Views News <box>689 1370 908 1470</box>
fbn-statement <box>916 1516 1134 1580</box>
notice-paragraph: THE PETITION requests authority to administer the estate under the Independent Administration of Estates Act. (This authority will allow the personal representative to take many actions without obtaining court approval. Before taking certain very important actions, however, the personal representative will be required to give notice to interested persons unless they have waived notice or consented to the proposed action.) The independent administration authority will be granted unless an interested person files an objection to the petition and shows good cause why the court should not grant the authority. <box>698 210 1352 274</box>
fbn-file-header: FICTITIOUS BUSINESS NAME STATEMENT File No. 2016-208699 <box>689 1475 898 1483</box>
notice-paragraph: IF YOU ARE A CREDITOR or a contingent creditor of the decedent, you must file your claim with the court and mail a copy to the personal representative appointed by the court within the later of either (1) four months from the date of first issuance of letters to a general personal representative, as defined in section 58(b) of the California Probate Code, or (2) 60 days from the date of mailing or personal delivery to you of a notice under section 9052 of the California Probate Code. <box>698 325 1352 377</box>
trust-name-line: FIBTREASURY STATUTORY TRUST <box>930 1167 1119 1179</box>
footer-email[interactable]: editor@mtnviewsnews.com <box>676 1971 824 1983</box>
attorney-label: Attorney for petitioner: <box>1249 454 1352 466</box>
fbn-text: The following person(s) is (are) doing business as: MEZZA MEDITERRANEAN GRILL, 11688 SOUTH ST., STE 107, ARTESIA, CA 90701. Mailing address: 6119 BIGELOW ST., LAKEWOOD, CA 90713. Full name of registrant(s) is (are) AREAM INVESTMENT, 6119 BIGELOW ST., LAKEWOOD, CA 90713. This Business is conducted by: A CORPORATION. Signed: MUHAMMAD A RAZA. This statement was filed with the County Clerk of Los Angeles County on 08/18/2016. The registrant(s) has (have) commenced to transact business under the fictitious business name or names listed above on N/A. NOTICE- This Fictitious Name Statement expires five years from the date it was filed in the office of the County Clerk. A new Fictitious Business Name Statement must be filed prior to that date. The filing of this statement does not of itself authorize the use in this state of a Fictitious Business Name in violation of the rights of another under Federal, State, or common law (See section 14411 et seq. Business and Professions Code)Publish: Mountain Views News <box>689 1690 908 1799</box>
fbn-statement <box>689 1803 907 1911</box>
fbn-text: Dates Pub: August 27, Sept. 03, 10, 17, 2016 <box>69 1463 186 1470</box>
notice-heading: NOTICE OF PETITION TO ADMINISTER ESTATE OF WILLIAM G. FINK <box>803 83 1246 97</box>
present-name-value: CHRISTINA AMBER LEE <box>126 146 247 159</box>
present-name-field <box>18 146 672 158</box>
fbn-text: The following person(s) is (are) doing business as: WORLD CLASS TOWING, 2134 SERRANO ST., DOWNEY, CA 90241. Full name of registrant(s) is (are) ROSALBA GONZALEZ, 2134 SERRANO ST., DOWNEY, CA 90241. This Business is conducted by: AN INDIVIDUAL. Signed: ROSALBA GONZALEZ. This statement was filed with the County Clerk of Los Angeles County on 08/22/2016. The registrant(s) has (have) commenced to transact business under the fictitious business name or names listed above on N/A. NOTICE- This Fictitious Name Statement expires five years from the date it was filed in the office of the County Clerk. A new Fictitious Business Name Statement must be filed prior to that date. The filing of this statement does not of itself authorize the use in this state of a Fictitious Business Name in violation of the rights of another under Federal, State, or common law (See section 14411 et seq. Business and Professions Code)Publish: Mountain Views News <box>1142 1861 1360 1962</box>
proposed-name-field <box>18 161 672 172</box>
fbn-file-header: FICTITIOUS BUSINESS NAME STATEMENT File No. 2016-208202 <box>916 1585 1124 1593</box>
fbn-text: Dates Pub: August 27, Sept. 03, 10, 17, 2016 <box>560 1686 677 1693</box>
fbn-statement <box>1142 1538 1360 1646</box>
notice-paragraph: IF YOU ARE A CREDITOR or a contingent creditor of the decedent, you must file your claim with the court and mail a copy to the personal representative appointed by the court within the later of either (1) four months from the date of first issuance of letters to a general personal representative, as defined in section 58(b) of the California Probate Code, or (2) 60 days from the date of mailing or personal delivery to you of a notice under section 9052 of the California Probate Code. <box>18 597 672 648</box>
fbn-text: The following person(s) is (are) doing business as: MD LAUNDRY SERVICE, 2652 S 5th AVE., MONROVIA, CA 91016. Full name of registrant(s) is (are) MAHARANI DERDYAE, 1652 S 5th AVE., MONROVIA, CA 91016. This Business is conducted by: AN INDIVIDUAL. Signed: MAHARANI DERDYAE. This statement was filed with the County Clerk of Los Angeles County on 08/22/2016. The registrant(s) has (have) commenced to transact business under the fictitious business name or names listed above on N/A. NOTICE- This Fictitious Name Statement expires five years from the date it was filed in the office of the County Clerk. A new Fictitious Business Name Statement must be filed prior to that date. The filing of this statement does not of itself authorize the use in this state of a Fictitious Business Name in violation of the rights of another under Federal, State, or common law (See section 14411 et seq. Business and Professions Code)Publish: Mountain Views News <box>916 1370 1135 1470</box>
fbn-text: Dates Pub: August 27, Sept. 03, 10, 17, 2016 <box>689 1897 908 1911</box>
body-line: A Debtor is a Transmitting Utility <box>698 1296 846 1309</box>
fbn-text: Dates Pub: August 27, Sept. 03, 10, 17, 2016 <box>252 1580 369 1588</box>
fbn-text: The following person(s) is (are) doing business as: E.B.E.B. INDUSTRIAL EXPORT, 12068 ORANGE ST., NORWALK, CA 90650. Full name of registrant(s) is (are): BERTHA BACA, 12068 ORANGE ST., NORWALK, CA 90650. This Business is conducted by: AN INDIVIDUAL. Signed: BERTHA BACA. This statement was filed with the County Clerk of Los Angeles County on 08/25/2016. The registrant(s) has (have) commenced to transact business under the fictitious business name or names listed above on N/A. NOTICE- This Fictitious Name Statement expires five years from the date it was filed in the office of the County Clerk. A new Fictitious Business Name Statement must be filed prior to that date. The filing of this statement does not of itself authorize the use in this state of a Fictitious Business Name in violation of the rights of another under Federal, State, or common law (see section 14411 et seq. Business and Professions Code)Publish: Mountain Views News <box>10 1700 228 1801</box>
fbn-statement <box>463 1803 681 1904</box>
fbn-file-header: FICTITIOUS BUSINESS NAME STATEMENT File No. 2016-207851 <box>462 1698 671 1706</box>
fbn-file-header: FICTITIOUS BUSINESS NAME STATEMENT File No. 2016-212708 <box>10 1700 218 1708</box>
fbn-file-header: FICTITIOUS BUSINESS NAME STATEMENT File No. 2016-209491 <box>462 1803 671 1811</box>
fbn-file-header: FICTITIOUS BUSINESS NAME STATEMENT File No. 2016-210311 <box>235 1475 445 1483</box>
notice-estate-brandley <box>689 562 1360 1085</box>
notice-constructive-notice <box>689 1092 1360 1352</box>
fbn-statement <box>1142 1370 1360 1428</box>
notice-paragraph: THE PETITION requests the decedent's will and codicils, if any, be admitted to probate. The will and any codicils are available for examination in the file kept by the court. <box>18 453 672 478</box>
fbn-text: The following person(s) is (are) doing business as: MAGIC BEAUTY SALON, 861 N LAKE AVE., PASADENA, CA 91104. Full name of registrant(s) is (are) GUADALUPE FLORES CARRANZO, 1422 EL SERENO AVE, APT #3, PASADENA, CA 91103. This Business is conducted by: AN INDIVIDUAL. Signed: GUADALUPE FLORES CARRANZO. This statement was filed with the County Clerk of Los Angeles County on 08/23/2016. The registrant(s) has (have) commenced to transact business under the fictitious business name or names listed above on N/A. NOTICE- This Fictitious Name Statement expires five years from the date it was filed in the office of the County Clerk. A new Fictitious Business Name Statement must be filed prior to that date. The filing of this statement does not of itself authorize the use in this state of a Fictitious Business Name in violation of the rights of another under Federal, State, or common law (See section 14411 et seq. Business and Professions Code)Publish: Mountain Views News <box>689 1803 908 1905</box>
fbn-text: Dates Pub: August 27, Sept. 03, 10, 17, 2016 <box>462 1463 681 1478</box>
footer-contact-text: Mountain Views News 80 W Sierra Madre Blvd. No. 327 Sierra Madre, Ca. 91024 Office: 626.355.2737 Fax: 626.609.3285 Email: <box>10 1971 673 1983</box>
fbn-text: The following person(s) is (are) doing business as: DE ROJILLAS AL INFIERNO; LA FUGA DE ADRIAN MORALES; UNA PRODUCCION DE ADRIAN MORALES, 4021 W 105TH ST., INGLEWOOD, CA 90304. Full name of registrant(s) is (are): ADRIAN DE JESUS MORALES, 4021 W 105TH ST., INGLEWOOD, CA 90304. This Business is conducted by: AN INDIVIDUAL. Signed: ADRIAN DE JESUS MORALES. This statement was filed with the County Clerk of Los Angeles County on 08/19/2016. The registrant(s) has (have) commenced to transact business under the fictitious business name or names listed above on N/A. NOTICE- This Fictitious Name Statement expires five years from the date it was filed in the office of the County Clerk. A new Fictitious Business Name Statement must be filed prior to that date. The filing of this statement does not of itself authorize the use in this state of a Fictitious Business Name in violation of the rights of another under Federal, State, or common law (see section 14411 et seq. Business and Professions Code)Publish: Mountain Views News <box>10 1475 228 1583</box>
fbn-file-header: FICTITIOUS BUSINESS NAME STATEMENT File No. 2016-207923 <box>235 1592 445 1600</box>
signature-line: MONROVIA CA 91016 <box>1244 1037 1352 1050</box>
to-row <box>698 1198 1352 1239</box>
fbn-text: The following person(s) is (are) doing business as: J TIRE IMPORT, 13575 BORDEN AVE., SYLMAR, CA 91342. Full name of registrant(s) is (are) J FESER AZEEB MOHAMED ATEYA, 450 W PIONEER AVE., GLENDALE, CA 91203. This Business is conducted by: AN INDIVIDUAL. Signed: JUSER AZEEB MOHAMED ATEYA. This statement was filed with the County Clerk of Los Angeles County on 08/19/2016. The registrant(s) has (have) commenced to transact business under the fictitious business name or names listed above on 08/2016. NOTICE- This Fictitious Name Statement expires five years from the date it was filed in the office of the County Clerk. A new Fictitious Business Name Statement must be filed prior to that date. The filing of this statement does not of itself authorize the use in this state of a Fictitious Business Name in violation of the rights of another under Federal, State, or common law (See section 14411 et seq. Business and Professions Code)Publish: Mountain Views News <box>462 1698 681 1799</box>
fbn-text: Dates Pub: August 27, Sept. 03, 10, 17, 2016 <box>296 1805 413 1813</box>
notice-paragraph: A HEARING on the petition will be held in this court as follows: 09/15/16 at 8:30AM in Dept. 9 located at 111 N. HILL ST., LOS ANGELES, CA 90012 <box>698 795 1352 820</box>
fbn-text: Dates Pub: August 27, Sept. 03, 10, 17, 2016 <box>976 1574 1092 1581</box>
signature-line: BUNN AND BUNN <box>1261 495 1352 508</box>
fbn-statement <box>10 1475 228 1583</box>
fbn-statement <box>689 1574 907 1580</box>
fbn-text: The following person(s) is (are) doing business as: L.R. MELICA, 11410 DOLAN AVE. 110, DOWNEY, CA 90241. Full name of registrant(s) is (are): MANUEL ALONORA BUSTO, 11410 DOLAN 110, DOWNEY, CA 90241. This Business is conducted by: AN INDIVIDUAL. Signed: LARRY ROBERTS. This statement was filed with the County Clerk of Los Angeles County on 08/19/2016. The registrant(s) has (have) commenced to transact business under the fictitious business name or names listed above on N/A. NOTICE- This Fictitious Name Statement expires five years from the date it was filed in the office of the County Clerk. A new Fictitious Business Name Statement must be filed prior to that date. The filing of this statement does not of itself authorize the use in this state of a Fictitious Business Name in violation of the rights of another under Federal, State, or common law (See section 14411 et seq. Business and Professions Code)Publish: Mountain Views News <box>689 1585 908 1687</box>
to-label: TO: <box>698 1199 715 1212</box>
fbn-file-header: FICTITIOUS BUSINESS NAME STATEMENT File No. 2016-209474 <box>916 1370 1124 1378</box>
code-row <box>698 1134 1352 1147</box>
signature-line: 1112 FAIR OAKS AVE <box>1248 508 1352 521</box>
fbn-text: Dates Pub: August 27, Sept. 03, 10, 17, 2016 <box>25 1906 142 1914</box>
signature-line: 316 W FOOTHILL BLVD <box>1235 1025 1352 1037</box>
notice-paragraph: YOU MAY EXAMINE the file kept by the court. If you are a person interested in the estate, you may file with the court a Request for Special Notice (form DE-154) of the filing of an inventory and appraisal of estate assets or of any petition or account as provided in Probate Code section 1250. A Request for Special Notice form is available from the court clerk. <box>18 682 672 720</box>
notice-paragraph: IF YOU OBJECT to the granting of the petition, you should appear at the hearing and state your objections or file written objections with the court before the hearing. Your appearance may be in person or by your attorney. <box>18 567 672 593</box>
attorney-label: Attorney for petitioner: <box>570 725 672 738</box>
